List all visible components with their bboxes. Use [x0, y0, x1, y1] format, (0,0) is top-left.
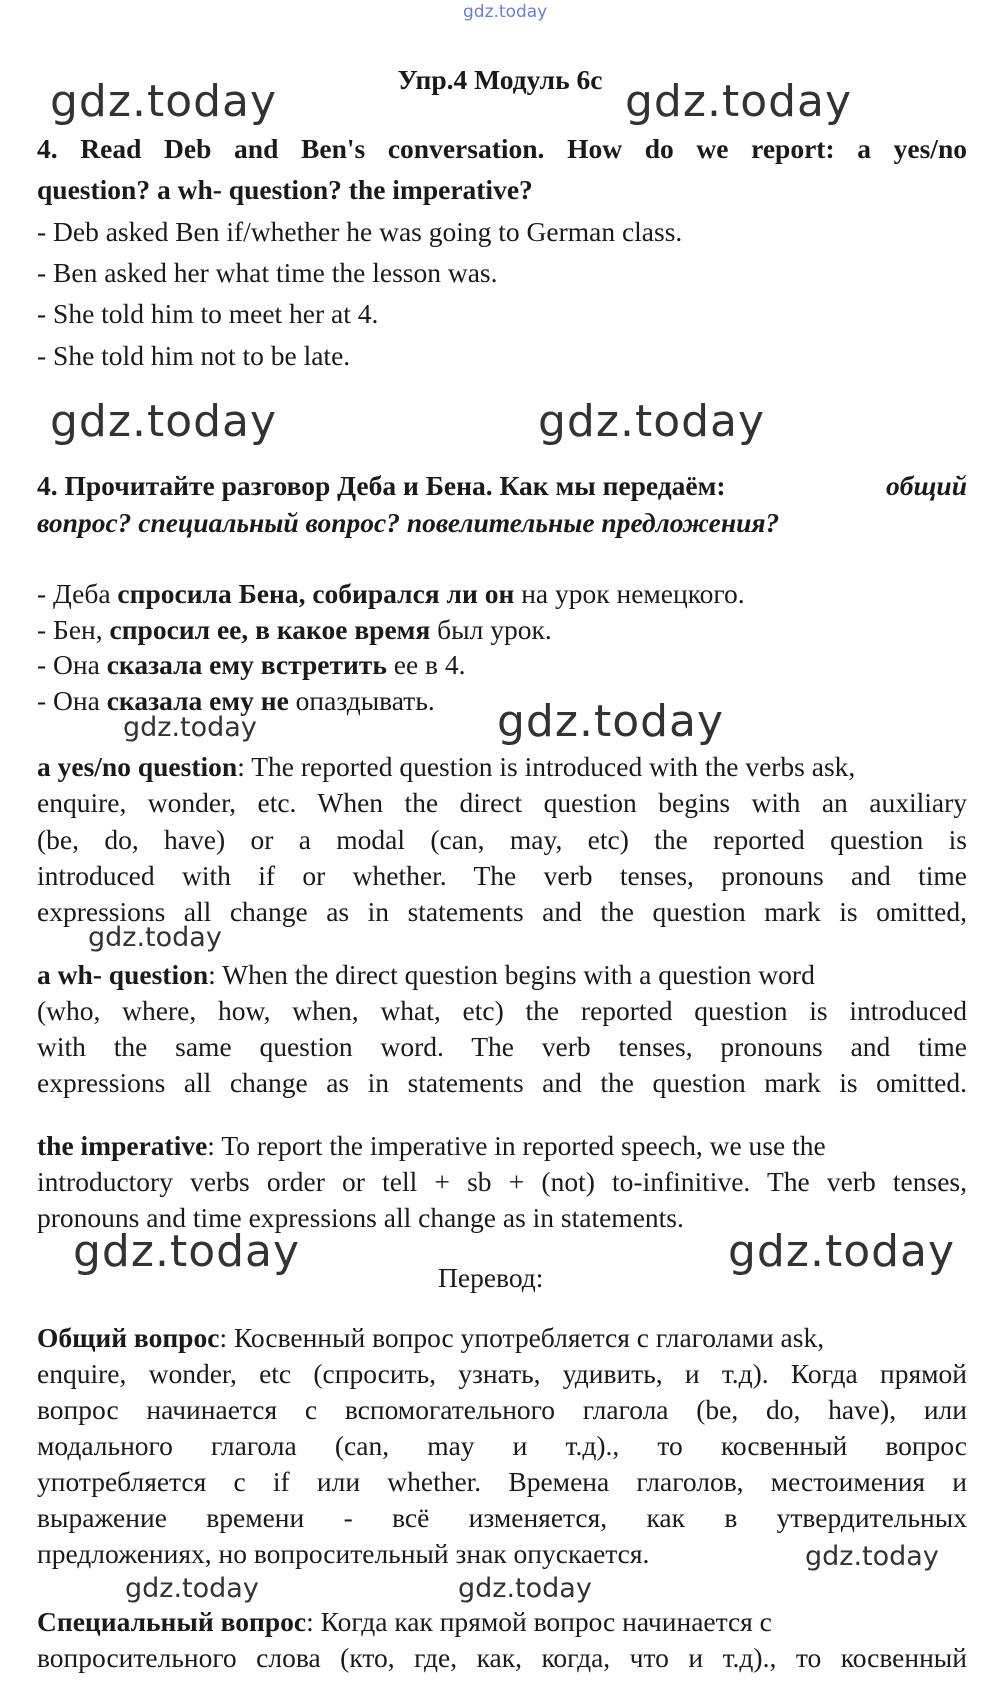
para-line: [37, 1132, 826, 1160]
term-yesno: a yes/no question: [37, 751, 238, 782]
wh-line2: (who, where, how, when, what, etc) the reported question is introduced: [37, 995, 967, 1026]
ru-special-line1: [37, 1608, 967, 1636]
heading-text: 4. Read Deb and Ben's conversation. How do we report: a yes/no: [37, 133, 967, 164]
heading-bold-text: 4. Прочитайте разговор Деба и Бена. Как мы передаём:: [37, 470, 726, 501]
watermark: gdz.today: [458, 1573, 592, 1604]
imperative-line3: pronouns and time expressions all change as in statements.: [37, 1202, 684, 1233]
ru-general-line5: употребляется с if или whether. Времена глаголов, местоимения и: [37, 1466, 967, 1497]
term-rest: : Когда как прямой вопрос начинается с: [306, 1606, 772, 1637]
wh-line1: [37, 961, 967, 989]
term-rest: : To report the imperative in reported speech, we use the: [207, 1130, 826, 1161]
watermark: gdz.today: [625, 76, 853, 127]
para-line: [37, 961, 815, 989]
watermark: gdz.today: [88, 922, 222, 953]
ru-special-line2: вопросительного слова (кто, где, как, когда, что и т.д)., то косвенный: [37, 1642, 967, 1673]
yesno-line1: [37, 753, 967, 781]
yesno-line3: (be, do, have) or a modal (can, may, etc) the reported question is: [37, 824, 967, 855]
item-bold: сказала ему не: [106, 685, 289, 716]
watermark: gdz.today: [497, 696, 725, 747]
yesno-line2: enquire, wonder, etc. When the direct question begins with an auxiliary: [37, 787, 967, 818]
task-item-ru: [37, 651, 466, 679]
watermark: gdz.today: [805, 1541, 939, 1572]
yesno-line4: introduced with if or whether. The verb tenses, pronouns and time: [37, 860, 967, 891]
ru-general-line6: выражение времени - всё изменяется, как в утвердительных: [37, 1502, 967, 1533]
task-heading-en-line2: question? a wh- question? the imperative?: [37, 174, 533, 205]
para-line: [37, 753, 855, 781]
task-item-en: - Deb asked Ben if/whether he was going to German class.: [37, 216, 683, 247]
term-wh: a wh- question: [37, 959, 209, 990]
heading-italic-text: общий: [886, 470, 967, 501]
item-pre: - Она: [37, 649, 107, 680]
task-item-ru: [37, 687, 435, 715]
item-bold: спросил ее, в какое время: [109, 614, 431, 645]
ru-general-line4: модального глагола (can, may и т.д)., то косвенный вопрос: [37, 1430, 967, 1461]
imperative-line2: introductory verbs order or tell + sb + (not) to-infinitive. The verb tenses,: [37, 1166, 967, 1197]
term-general: Общий вопрос: [37, 1322, 220, 1353]
watermark: gdz.today: [73, 1226, 301, 1277]
para-line: [37, 1324, 824, 1352]
item-pre: - Она: [37, 685, 107, 716]
task-item-en: - Ben asked her what time the lesson was.: [37, 257, 498, 288]
item-post: на урок немецкого.: [514, 578, 745, 609]
item-post: опаздывать.: [288, 685, 435, 716]
term-rest: : Косвенный вопрос употребляется с глаголами ask,: [219, 1322, 825, 1353]
task-item-en: - She told him not to be late.: [37, 340, 351, 371]
watermark: gdz.today: [728, 1226, 956, 1277]
yesno-line5: expressions all change as in statements and the question mark is omitted,: [37, 896, 967, 927]
watermark-top: gdz.today: [463, 2, 548, 22]
term-special: Специальный вопрос: [37, 1606, 307, 1637]
ru-general-line7: предложениях, но вопросительный знак опускается.: [37, 1538, 650, 1569]
ru-general-line1: [37, 1324, 967, 1352]
term-rest: : When the direct question begins with a question word: [208, 959, 815, 990]
watermark: gdz.today: [125, 1573, 259, 1604]
watermark: gdz.today: [538, 396, 766, 447]
page-title: Упр.4 Модуль 6c: [397, 64, 603, 95]
item-post: был урок.: [430, 614, 552, 645]
task-item-ru: [37, 580, 745, 608]
item-pre: - Деба: [37, 578, 118, 609]
task-heading-ru-line1: [37, 472, 967, 500]
item-bold: сказала ему встретить: [106, 649, 387, 680]
watermark: gdz.today: [50, 396, 278, 447]
wh-line4: expressions all change as in statements and the question mark is omitted.: [37, 1067, 967, 1098]
task-heading-en-line1: [37, 135, 967, 163]
watermark: gdz.today: [50, 76, 278, 127]
translation-label: Перевод:: [438, 1262, 544, 1293]
term-rest: : The reported question is introduced with the verbs ask,: [237, 751, 856, 782]
task-item-ru: [37, 616, 552, 644]
imperative-line1: [37, 1132, 967, 1160]
para-line: [37, 1608, 772, 1636]
item-pre: - Бен,: [37, 614, 110, 645]
item-post: ее в 4.: [386, 649, 466, 680]
task-heading-ru-line2: вопрос? специальный вопрос? повелительные предложения?: [37, 507, 780, 538]
wh-line3: with the same question word. The verb tenses, pronouns and time: [37, 1031, 967, 1062]
ru-general-line2: enquire, wonder, etc (спросить, узнать, удивить, и т.д). Когда прямой: [37, 1358, 967, 1389]
task-item-en: - She told him to meet her at 4.: [37, 298, 379, 329]
item-bold: спросила Бена, собирался ли он: [117, 578, 515, 609]
ru-general-line3: вопрос начинается с вспомогательного глагола (be, do, have), или: [37, 1394, 967, 1425]
watermark: gdz.today: [123, 712, 257, 743]
term-imperative: the imperative: [37, 1130, 208, 1161]
